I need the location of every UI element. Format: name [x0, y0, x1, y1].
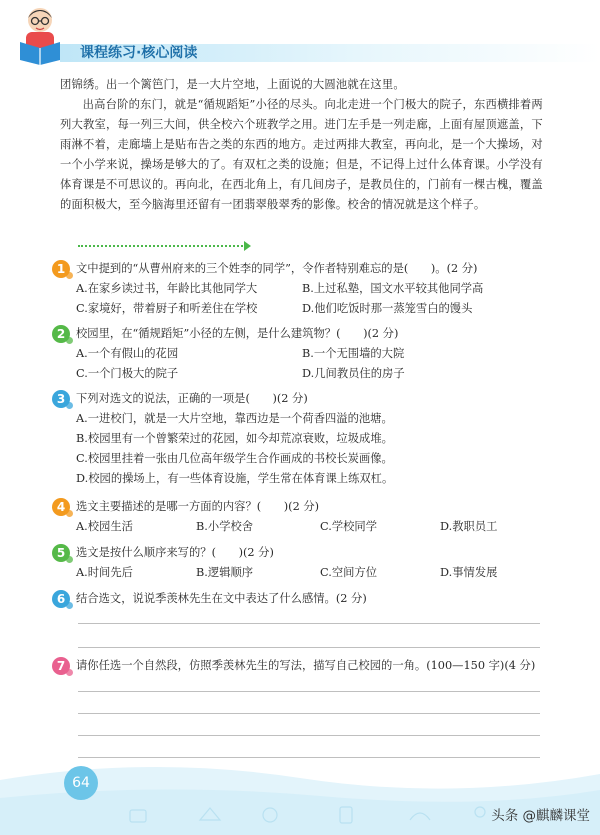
option-c[interactable]: C.校园里挂着一张由几位高年级学生合作画成的书校长炭画像。: [76, 452, 393, 465]
question-stem: 校园里，在“循规蹈矩”小径的左侧，是什么建筑物？( )(2 分): [76, 327, 399, 340]
question-4: [52, 497, 552, 537]
option-b[interactable]: B.校园里有一个曾繁荣过的花园，如今却荒凉衰败，垃圾成堆。: [76, 432, 393, 445]
option-a[interactable]: A.在家乡读过书，年龄比其他同学大: [76, 282, 258, 295]
option-a[interactable]: A.时间先后: [76, 566, 133, 579]
question-number-badge: 3: [52, 390, 70, 408]
option-d[interactable]: D.他们吃饭时那一蒸笼雪白的馒头: [302, 302, 473, 315]
passage-paragraph: 出高台阶的东门，就是“循规蹈矩”小径的尽头。向北走进一个门极大的院子，东西横排着两列大教室，每一列三大间，供全校六个班教学之用。进门左手是一列走廊，上面有屋顶遮盖，下雨淋不着，走廊墙上是贴布告之类的东西的地方。走过两排大教室，再向北，是一个大操场，对一个小学来说，操场是够大的了。有双杠之类的设施；但是，不记得上过什么体育课。小学没有体育课是不可思议的。再向北，在西北角上，有几间房子，是教员住的，门前有一棵古槐，覆盖的面积极大，至今脑海里还留有一团翡翠般翠秀的影像。校舍的情况就是这个样子。: [60, 98, 543, 211]
question-number-badge: 4: [52, 498, 70, 516]
question-number-badge: 7: [52, 657, 70, 675]
option-c[interactable]: C.学校同学: [320, 520, 378, 533]
question-number-badge: 5: [52, 544, 70, 562]
option-b[interactable]: B.上过私塾，国文水平较其他同学高: [302, 282, 484, 295]
question-3: [52, 389, 552, 489]
option-c[interactable]: C.家境好，带着厨子和听差住在学校: [76, 302, 258, 315]
question-stem: 选文是按什么顺序来写的？( )(2 分): [76, 546, 274, 559]
option-c[interactable]: C.一个门极大的院子: [76, 367, 179, 380]
question-7: [52, 656, 552, 676]
page-number: 64: [64, 766, 98, 800]
answer-line[interactable]: [78, 735, 540, 736]
section-divider: [78, 245, 246, 247]
option-c[interactable]: C.空间方位: [320, 566, 378, 579]
question-number-badge: 2: [52, 325, 70, 343]
option-a[interactable]: A.校园生活: [76, 520, 133, 533]
answer-line[interactable]: [78, 691, 540, 692]
header-title: 课程练习·核心阅读: [80, 45, 198, 61]
student-reading-mascot-icon: [10, 4, 70, 66]
question-stem: 文中提到的“从曹州府来的三个姓李的同学”，令作者特别难忘的是( )。(2 分): [76, 262, 478, 275]
passage-paragraph: 团锦绣。出一个篱笆门，是一大片空地，上面说的大圆池就在这里。: [60, 78, 405, 91]
option-d[interactable]: D.几间教员住的房子: [302, 367, 405, 380]
option-a[interactable]: A.一进校门，就是一大片空地，靠西边是一个荷香四溢的池塘。: [76, 412, 393, 425]
answer-line[interactable]: [78, 713, 540, 714]
question-stem: 请你任选一个自然段，仿照季羡林先生的写法，描写自己校园的一角。(100—150 字)(4 分): [76, 659, 536, 672]
reading-passage: [60, 75, 550, 215]
watermark: 头条 @麒麟课堂: [491, 808, 590, 824]
question-stem: 下列对选文的说法，正确的一项是( )(2 分): [76, 392, 308, 405]
option-b[interactable]: B.小学校舍: [196, 520, 254, 533]
option-b[interactable]: B.一个无围墙的大院: [302, 347, 405, 360]
option-d[interactable]: D.教职员工: [440, 520, 498, 533]
question-stem: 结合选文，说说季羡林先生在文中表达了什么感情。(2 分): [76, 592, 367, 605]
question-2: [52, 324, 552, 384]
question-6: [52, 589, 552, 609]
section-header: [0, 38, 600, 68]
option-d[interactable]: D.事情发展: [440, 566, 498, 579]
option-a[interactable]: A.一个有假山的花园: [76, 347, 179, 360]
question-1: [52, 259, 552, 319]
divider-arrow-icon: [244, 241, 251, 251]
option-d[interactable]: D.校园的操场上，有一些体育设施，学生常在体育课上练双杠。: [76, 472, 394, 485]
answer-line[interactable]: [78, 623, 540, 624]
answer-line[interactable]: [78, 647, 540, 648]
option-b[interactable]: B.逻辑顺序: [196, 566, 254, 579]
question-stem: 选文主要描述的是哪一方面的内容？( )(2 分): [76, 500, 320, 513]
answer-line[interactable]: [78, 757, 540, 758]
question-number-badge: 1: [52, 260, 70, 278]
question-number-badge: 6: [52, 590, 70, 608]
question-5: [52, 543, 552, 583]
